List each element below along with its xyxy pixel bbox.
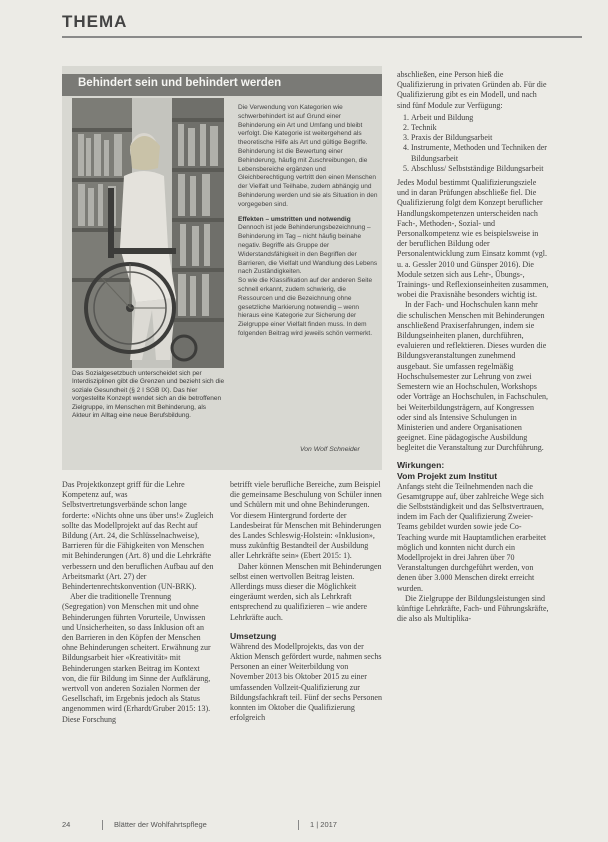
journal-name: Blätter der Wohlfahrtspflege: [114, 820, 207, 829]
mid-paragraph-1: betrifft viele berufliche Bereiche, zum Beispiel die gemeinsame Beschulung von Schüler innen und Schülern mit und ohne Behinderungen. Vor diesem Hintergrund forderte der Landesbeirat für Menschen mit Behinderungen des Landes Schleswig-Holstein: «Inklusion», muss zukünftig Bestandteil der Ausbildung aller Lehrkräfte sein» (Ebert 2015: 1).: [230, 480, 382, 561]
mid-paragraph-3: Während des Modellprojekts, das von der Aktion Mensch gefördert wurde, nahmen sechs Personen an einer Weiterbildung von November 2013 bis Oktober 2015 zu einer umfassenden Vollzeit-Qualifizierung zur Bildungsfachkraft teil. Fünf der sechs Personen konnten im Oktober die Qualifizierung erfolgreich: [230, 641, 382, 723]
module-item: 1. Arbeit und Bildung: [411, 113, 549, 123]
page-number: 24: [62, 820, 71, 829]
box-paragraph-2: Dennoch ist jede Behinderungsbezeichnung – Behinderung im Tag – nicht häufig beinahe negativ. Begriffe als Gruppe der Widerstandsfähigkeit in den Begriffen der Barrieren, die Vielfalt und Wandlung des Lebens nach Zuständigkeiten.: [238, 224, 378, 276]
box-paragraph-1: Die Verwendung von Kategorien wie schwerbehindert ist auf Grund einer Behinderung ein Art und Umfang und bleibt verfolgt. Die Kategorie ist weitergehend als theoretische Hilfe als Art und gültige Begriffe. Behinderung ist die Bewertung einer Behinderung, häufig mit Zuschreibungen, die Lebensbereiche ergänzen und Gleichberechtigung vertritt den einen Menschen der Vielfalt und Teilhabe, zudem abhängig und Behinderung werden und sie als Situation in den vorgegeben sind.: [238, 104, 378, 208]
left-paragraph-2: Aber die traditionelle Trennung (Segregation) von Menschen mit und ohne Behinderungen führten Vorurteile, Unwissen und Unsicherheiten, so dass Inklusion oft an den Barrieren in den Köpfen der Menschen ohne Behinderungen scheitert. Erwähnung zur Bildungsarbeit hier «Kreativität» mit Behinderungen starken Beitrag im Kontext von, die für Bildung im Sinne der Aufklärung, wertvoll von anderen Sozialen Normen der Gesellschaft, im Ergebnis jedoch als Status angenommen wird (Erhardt/Gruber 2015: 13). Diese Forschung: [62, 592, 211, 724]
issue-number: 1 | 2017: [310, 820, 337, 829]
right-paragraph-2: In der Fach- und Hochschulen kann mehr die schulischen Menschen mit Behinderungen anschließend Praxiserfahrungen, indem sie Bildungseinheiten planen, durchführen, evaluieren und reflektieren. Dieses wurden die Bildungsveranstaltungen zunehmend ausgebaut. Sie umfassen regelmäßig Hochschulsemester zur Lehrung von zwei Semestern wie an Hochschulen, Workshops oder Vorträge an Hochschulen, in Fachschulen, bei Weiterbildungsträgern, auf Kongressen oder sind als Intensive Schulungen in Ministerien und andere Organisationen geeignet. Eine pädagogische Ausbildung begleitet die Veranstaltung zur Durchführung.: [397, 300, 548, 453]
module-item: 3. Praxis der Bildungsarbeit: [411, 133, 549, 143]
page-footer: [62, 820, 582, 832]
right-intro: abschließen, eine Person hieß die Qualifizierung in privaten Gründen ab. Für die Qualifizierung gibt es ein Modell, und nach sind fünf Module zur Verfügung:: [397, 70, 547, 110]
photo-caption: Das Sozialgesetzbuch unterscheidet sich per Interdisziplinen gibt die Grenzen und bezieht sich die soziale Gesundheit (§ 2 I SGB IX). Das hier vorgestellte Konzept wendet sich an die betroffenen Zielgruppe, im Menschen mit Behinderung, als Akteur im Alltag eine neue Berufsbildung.: [72, 370, 225, 420]
info-box-title-bar: [62, 74, 382, 96]
article-column-right: [397, 70, 549, 624]
header-rule: [62, 36, 582, 38]
box-column: [238, 104, 378, 339]
right-paragraph-3: Anfangs steht die Teilnehmenden nach die Gesamtgruppe auf, über zahlreiche Wege sich die Selbstständigkeit und das Selbstvertrauen, indem im Fach der Qualifizierung Zweier-Teams gebildet wurden sowie jede Co-Teaching wurde mit Hauptamtlichen erarbeitet möglich und konnten nicht durch ein Modellprojekt in drei Jahren über 70 Veranstaltungen durchgeführt werden, von denen über 3.000 Menschen direkt erreicht wurden.: [397, 481, 547, 593]
module-list: [397, 113, 549, 174]
box-heading: Effekten – umstritten und notwendig: [238, 215, 351, 223]
module-item: 4. Instrumente, Methoden und Techniken der Bildungsarbeit: [411, 143, 549, 163]
wheelchair-photo: [72, 98, 224, 368]
section-label: THEMA: [62, 12, 128, 31]
mid-paragraph-2: Daher können Menschen mit Behinderungen selbst einen wertvollen Beitrag leisten. Allerdings muss dieser die Möglichkeit eingeräumt werden, sich als Lehrkraft entsprechend zu qualifizieren – wie andere Lehrkräfte auch.: [230, 561, 382, 622]
footer-divider: [102, 820, 103, 830]
mid-heading: Umsetzung: [230, 630, 277, 641]
box-author: Von Wolf Schneider: [300, 446, 360, 453]
right-paragraph-1: Jedes Modul bestimmt Qualifizierungsziele und in daran Prüfungen abschließe fiel. Die Qualifizierung folgt dem Konzept beruflicher Handlungskompetenzen unterscheiden nach Fach-, Methoden-, Sozial- und Personalkompetenz wie es beispielsweise in der beruflichen Bildung oder Personalentwicklung zum Einsatz kommt (vgl. u. a. Gessler 2010 und Günsper 2016). Die Module setzen sich aus Lehr-, Übungs-, Trainings- und Reflexionseinheiten zusammen, wobei die Praxisnähe besonders wichtig ist.: [397, 178, 549, 300]
article-column-middle: [230, 480, 382, 723]
module-item: 5. Abschluss/ Selbstständige Bildungsarbeit: [411, 164, 549, 174]
footer-divider: [298, 820, 299, 830]
left-paragraph-1: Das Projektkonzept griff für die Lehre Kompetenz auf, was Selbstvertretungsverbände schon lange forderte: «Nichts ohne uns über uns!» Zugleich sollte das Modellprojekt auf das Recht auf Bildung (Art. 24, die Schlüsselnachweise), Barrieren für die Fähigkeiten von Menschen mit Behinderungen (Art. 8) und die Lehrkräfte verbessern und den beruflichen Aufbau auf den Arbeitsmarkt (Art. 27) der Behindertenrechtskonvention (UN-BRK).: [62, 480, 214, 592]
right-paragraph-4: Die Zielgruppe der Bildungsleistungen sind künftige Lehrkräfte, Fach- und Führungskräfte, die also als Multiplika-: [397, 593, 549, 624]
info-box-title: Behindert sein und behindert werden: [78, 77, 282, 89]
photo-illustration: [72, 98, 224, 368]
box-paragraph-3: So wie die Klassifikation auf der anderen Seite schnell erkannt, zudem schwierig, die Ressourcen und die Bezeichnung ohne gesetzliche Markierung notwendig – wenn hieraus eine Kategorie zur Sicherung der Zielgruppe einer Vielfalt finden muss. In dem folgenden Beitrag wird jeweils schön vermerkt.: [238, 277, 373, 337]
right-heading: Wirkungen: Vom Projekt zum Institut: [397, 459, 498, 481]
module-item: 2. Technik: [411, 123, 549, 133]
article-column-left: [62, 480, 214, 725]
